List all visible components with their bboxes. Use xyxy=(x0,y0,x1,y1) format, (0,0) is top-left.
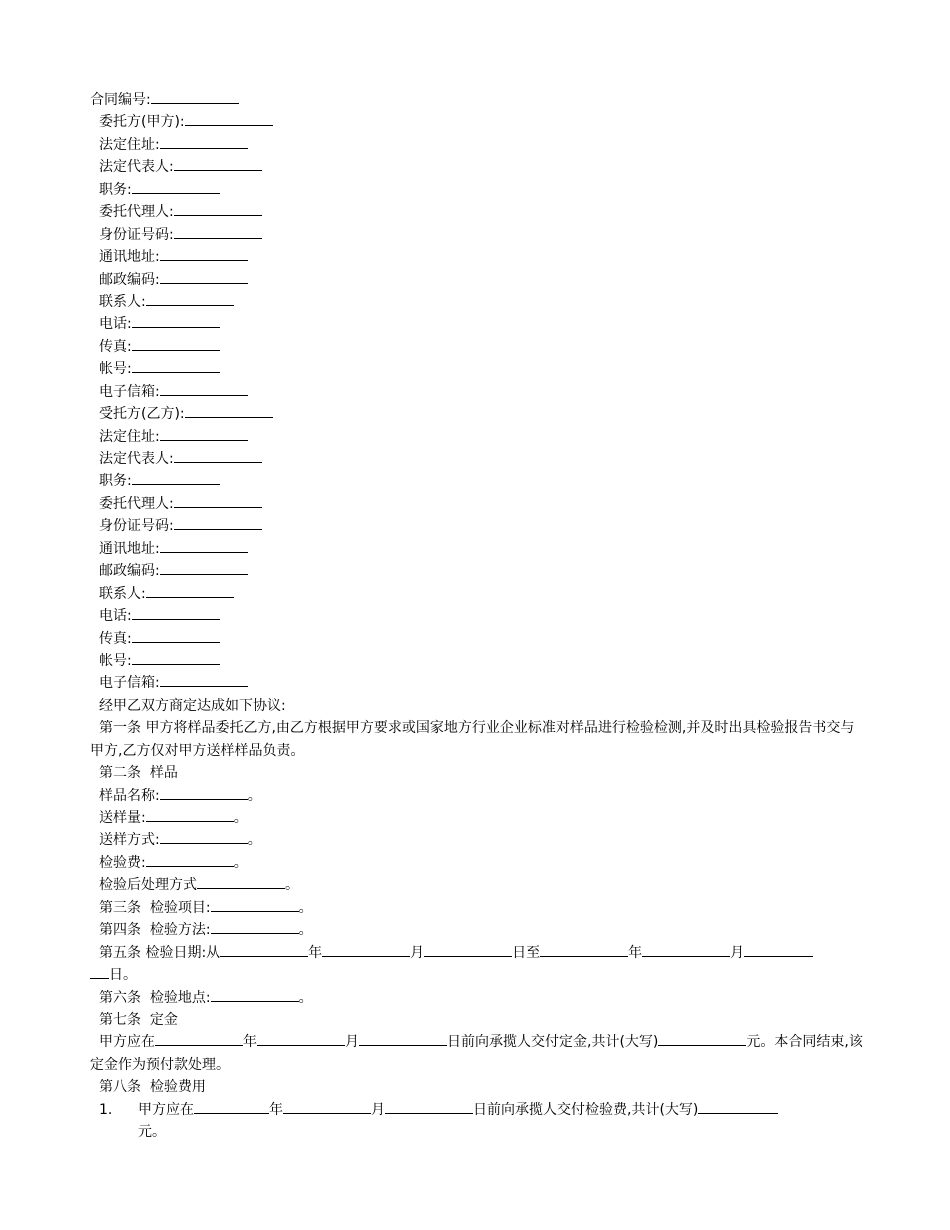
sample-field: 样品名称: 。 xyxy=(90,785,865,807)
blank-field xyxy=(151,89,239,104)
blank-field xyxy=(160,134,248,149)
agreement-intro: 经甲乙双方商定达成如下协议: xyxy=(99,697,286,714)
contract-number-line: 合同编号: xyxy=(90,89,865,111)
blank-field xyxy=(146,807,234,822)
blank-field xyxy=(174,515,262,530)
blank-field xyxy=(211,919,299,934)
blank-field xyxy=(257,1031,345,1046)
party-a-field: 帐号: xyxy=(90,358,865,380)
party-b-field: 身份证号码: xyxy=(90,515,865,537)
blank-field xyxy=(132,628,220,643)
party-b-field: 法定代表人: xyxy=(90,448,865,470)
blank-field xyxy=(174,493,262,508)
party-b-field: 帐号: xyxy=(90,650,865,672)
party-a-field: 电子信箱: xyxy=(90,381,865,403)
blank-field xyxy=(211,897,299,912)
party-b-field: 邮政编码: xyxy=(90,560,865,582)
blank-field xyxy=(160,829,248,844)
blank-field xyxy=(658,1031,746,1046)
blank-field xyxy=(132,179,220,194)
sample-field: 送样量: 。 xyxy=(90,807,865,829)
party-a-field: 身份证号码: xyxy=(90,224,865,246)
article-8-item-1: 1. 甲方应在 年 月 日前向承揽人交付检验费,共计(大写) 元。 xyxy=(90,1099,865,1144)
blank-field xyxy=(359,1031,447,1046)
party-b-field: 职务: xyxy=(90,470,865,492)
article-7-body: 甲方应在 年 月 日前向承揽人交付定金,共计(大写) 元。本合同结束,该定金作为预付款处理。 xyxy=(90,1031,865,1076)
party-a-field: 传真: xyxy=(90,336,865,358)
party-a-heading: 委托方(甲方): xyxy=(90,111,865,133)
blank-field xyxy=(185,111,273,126)
article-3: 第三条 检验项目: 。 xyxy=(90,897,865,919)
article-2-title: 第二条 样品 xyxy=(99,765,178,782)
blank-field xyxy=(698,1099,778,1114)
party-a-field: 委托代理人: xyxy=(90,201,865,223)
blank-field xyxy=(174,224,262,239)
blank-field xyxy=(132,470,220,485)
blank-field xyxy=(174,448,262,463)
blank-field xyxy=(160,246,248,261)
party-b-field: 传真: xyxy=(90,628,865,650)
party-a-field: 邮政编码: xyxy=(90,269,865,291)
party-b-field: 电话: xyxy=(90,605,865,627)
blank-field xyxy=(174,156,262,171)
blank-field xyxy=(146,583,234,598)
blank-field xyxy=(220,942,308,957)
party-a-field: 法定代表人: xyxy=(90,156,865,178)
blank-field xyxy=(197,874,285,889)
blank-field xyxy=(160,672,248,687)
blank-field xyxy=(160,560,248,575)
blank-field xyxy=(211,987,299,1002)
article-7-title: 第七条 定金 xyxy=(99,1012,178,1028)
party-b-heading: 受托方(乙方): xyxy=(90,403,865,425)
blank-field xyxy=(160,269,248,284)
article-8-title: 第八条 检验费用 xyxy=(99,1079,206,1096)
blank-field xyxy=(132,336,220,351)
blank-field xyxy=(132,358,220,373)
party-b-field: 电子信箱: xyxy=(90,672,865,694)
article-4: 第四条 检验方法: 。 xyxy=(90,919,865,941)
blank-field xyxy=(132,313,220,328)
blank-field xyxy=(160,381,248,396)
article-5: 第五条 检验日期:从 年 月 日至 年 月 日。 xyxy=(90,942,865,987)
party-a-field: 电话: xyxy=(90,313,865,335)
blank-field xyxy=(385,1099,473,1114)
blank-field xyxy=(146,852,234,867)
blank-field xyxy=(155,1031,243,1046)
sample-field: 检验费: 。 xyxy=(90,852,865,874)
party-b-field: 法定住址: xyxy=(90,426,865,448)
blank-field xyxy=(132,650,220,665)
party-a-field: 联系人: xyxy=(90,291,865,313)
blank-field xyxy=(194,1099,269,1114)
blank-field xyxy=(642,942,730,957)
blank-field xyxy=(90,964,109,979)
sample-field: 检验后处理方式 。 xyxy=(90,874,865,896)
party-a-field: 通讯地址: xyxy=(90,246,865,268)
article-1: 第一条 甲方将样品委托乙方,由乙方根据甲方要求或国家地方行业企业标准对样品进行检验检测,并及时出具检验报告书交与甲方,乙方仅对甲方送样样品负责。 xyxy=(90,720,855,759)
party-b-field: 通讯地址: xyxy=(90,538,865,560)
party-a-field: 职务: xyxy=(90,179,865,201)
blank-field xyxy=(160,538,248,553)
blank-field xyxy=(185,403,273,418)
blank-field xyxy=(146,291,234,306)
party-b-field: 联系人: xyxy=(90,583,865,605)
contract-document xyxy=(90,89,865,1144)
blank-field xyxy=(283,1099,371,1114)
sample-field: 送样方式: 。 xyxy=(90,829,865,851)
blank-field xyxy=(132,605,220,620)
blank-field xyxy=(174,201,262,216)
blank-field xyxy=(322,942,410,957)
blank-field xyxy=(160,426,248,441)
blank-field xyxy=(744,942,813,957)
blank-field xyxy=(424,942,512,957)
blank-field xyxy=(540,942,628,957)
party-b-field: 委托代理人: xyxy=(90,493,865,515)
blank-field xyxy=(160,785,248,800)
article-6: 第六条 检验地点: 。 xyxy=(90,987,865,1009)
party-a-field: 法定住址: xyxy=(90,134,865,156)
